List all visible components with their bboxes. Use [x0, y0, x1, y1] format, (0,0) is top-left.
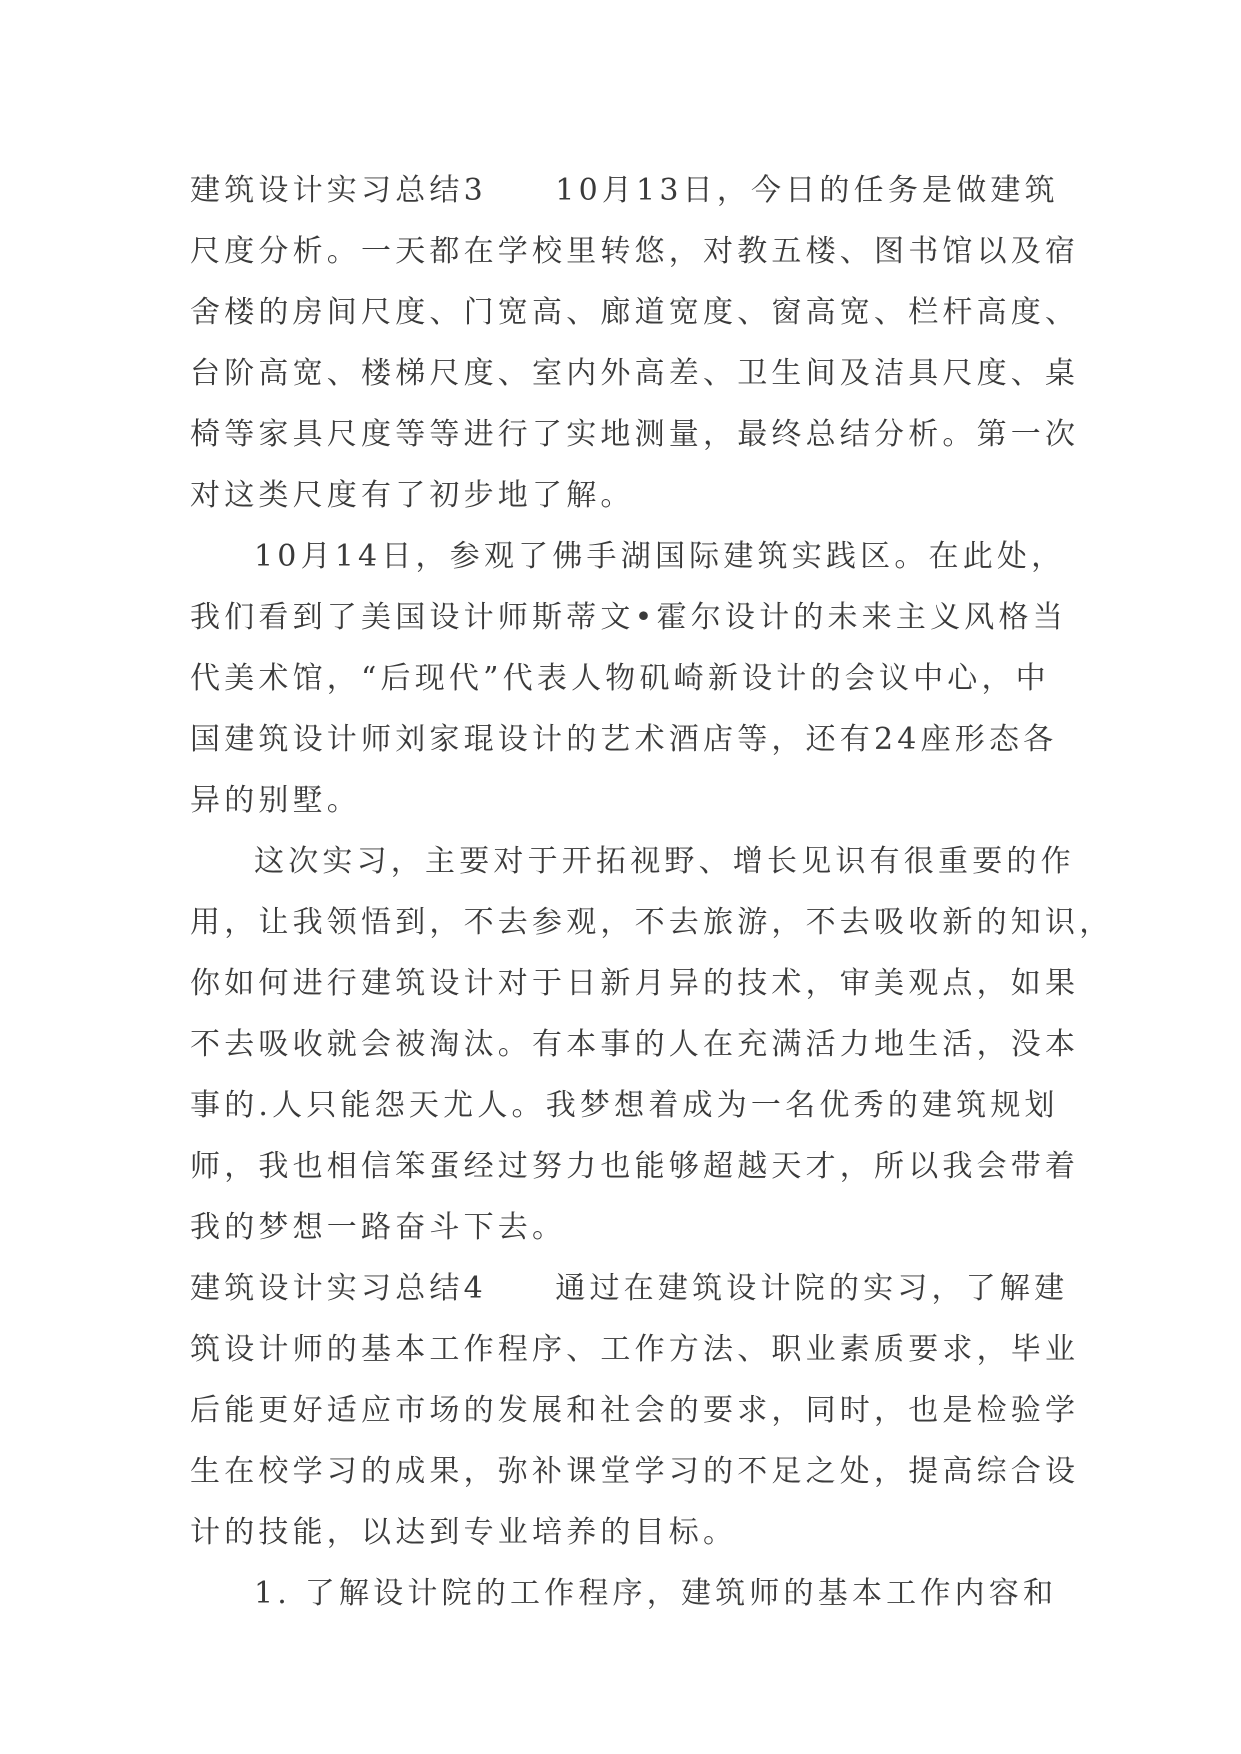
text-line: 国建筑设计师刘家琨设计的艺术酒店等，还有24座形态各: [190, 722, 1058, 757]
text-line: 筑设计师的基本工作程序、工作方法、职业素质要求，毕业: [190, 1332, 1080, 1367]
text-line: 建筑设计实习总结3 10月13日，今日的任务是做建筑: [190, 173, 1059, 208]
text-line: 事的.人只能怨天尤人。我梦想着成为一名优秀的建筑规划: [190, 1088, 1059, 1123]
text-line: 我的梦想一路奋斗下去。: [190, 1210, 567, 1245]
text-line: 我们看到了美国设计师斯蒂文•霍尔设计的未来主义风格当: [190, 600, 1067, 635]
text-line: 椅等家具尺度等等进行了实地测量，最终总结分析。第一次: [190, 417, 1080, 452]
text-line: 尺度分析。一天都在学校里转悠，对教五楼、图书馆以及宿: [190, 234, 1080, 269]
text-line: 异的别墅。: [190, 783, 361, 818]
text-line: 生在校学习的成果，弥补课堂学习的不足之处，提高综合设: [190, 1454, 1080, 1489]
text-line: 舍楼的房间尺度、门宽高、廊道宽度、窗高宽、栏杆高度、: [190, 295, 1080, 330]
text-line: 建筑设计实习总结4 通过在建筑设计院的实习，了解建: [190, 1271, 1069, 1306]
document-body: [190, 160, 1114, 1624]
text-line: 计的技能，以达到专业培养的目标。: [190, 1515, 738, 1550]
text-line: 台阶高宽、楼梯尺度、室内外高差、卫生间及洁具尺度、桌: [190, 356, 1080, 391]
text-line: 10月14日，参观了佛手湖国际建筑实践区。在此处，: [254, 539, 1066, 574]
text-line: 这次实习，主要对于开拓视野、增长见识有很重要的作: [254, 844, 1075, 879]
text-line: 代美术馆，“后现代”代表人物矶崎新设计的会议中心，中: [190, 661, 1050, 696]
text-line: 用，让我领悟到，不去参观，不去旅游，不去吸收新的知识，: [190, 905, 1114, 940]
text-line: 不去吸收就会被淘汰。有本事的人在充满活力地生活，没本: [190, 1027, 1080, 1062]
text-line: 后能更好适应市场的发展和社会的要求，同时，也是检验学: [190, 1393, 1080, 1428]
text-line: 对这类尺度有了初步地了解。: [190, 478, 635, 513]
text-line: 1. 了解设计院的工作程序，建筑师的基本工作内容和: [254, 1576, 1058, 1611]
text-line: 师，我也相信笨蛋经过努力也能够超越天才，所以我会带着: [190, 1149, 1080, 1184]
text-line: 你如何进行建筑设计对于日新月异的技术，审美观点，如果: [190, 966, 1080, 1001]
